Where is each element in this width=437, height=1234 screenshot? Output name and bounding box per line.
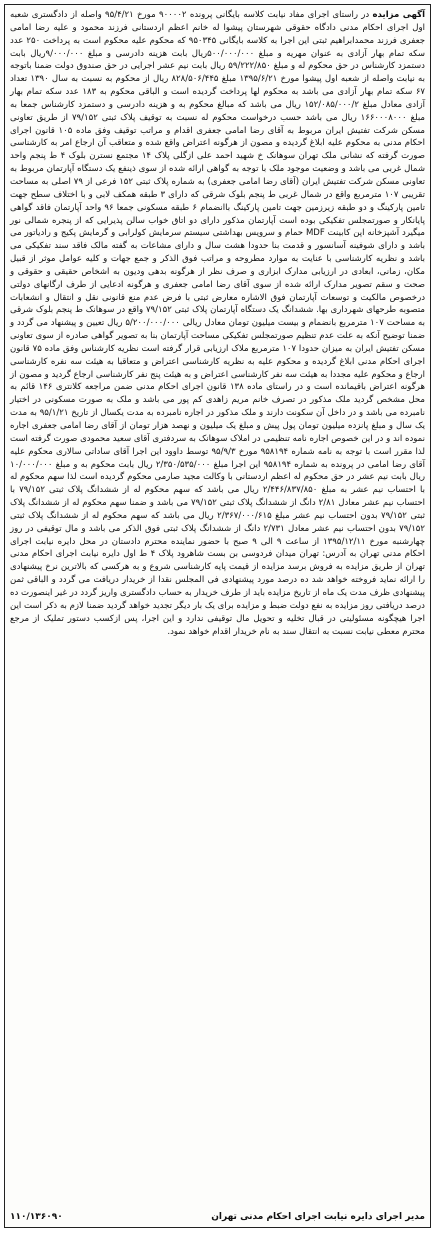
notice-footer [10,1210,425,1224]
notice-title: آگهی مزایده [372,10,425,20]
notice-body-paragraph [10,9,425,638]
notice-body: در راستای اجرای مفاد نیابت کلاسه بایگانی پرونده ۹۰۰۰۰۲ مورخ ۹۵/۴/۲۱ واصله از دادگستری شعبه اول اجرای احکام مدنی دادگاه حقوقی شهرستان پیشوا له خانم اعظم اردستانی فرزند محمود و علیه رضا امامی جعفری فرزند محمدابراهیم ثبتی این اجرا به کلاسه بایگانی ۹۵۰۳۴۵ که محکوم علیه محکوم است به پرداخت ۲۵۰ عدد سکه تمام بهار آزادی به عنوان مهریه و مبلغ ۵۰۰/۰۰۰/۰۰۰ریال بابت هزینه دادرسی و مبلغ ۹/۰۰۰/۰۰۰ریال بابت دستمزد کارشناس در حق محکوم له و مبلغ ۵۹/۲۲۲/۸۵۰ ریال بابت نیم عشر اجرایی در حق صندوق دولت ضمنا باتوجه به نیابت واصله از شعبه اول پیشوا مورخ ۱۳۹۵/۶/۲۱ مبلغ ۸۲۸/۵۰۶/۴۴۵ ریال از محکوم به نسبت به سال ۱۳۹۰ تعداد ۶۷ سکه تمام بهار آزادی می باشد به محکوم لها پرداخت گردیده است و الباقی محکوم به ۱۸۳ عدد سکه تمام بهار آزادی معادل مبلغ ۱۵۲/۰۸۵/۰۰۰/۲ ریال می باشد که مبالغ محکوم به و هزینه دادرسی و دستمزد کارشناس جمعا به مبلغ ۱۶۶۰۰۰۸۰۰۰ ریال می باشد حسب درخواست محکوم له نسبت به توقیف پلاک ثبتی ۷۹/۱۵۲ از طریق تعاونی مسکن شرکت تفتیش ایران مربوط به آقای رضا امامی جعفری اقدام و مراتب توقیف وفق ماده ۱۰۵ قانون اجرای احکام مدنی به محکوم علیه ابلاغ گردیده و مصون از هرگونه اعتراض واقع شده و متعاقب آن ارجاع امر به کارشناسی صورت گرفته که نشانی ملک تهران سوهانک خ شهید احمد علی ازگلی پلاک ۱۴ مجتمع نسترن بلوک ۴ ط پنجم واحد شمال غربی می باشد و وضعیت موجود ملک با توجه به گواهی ارائه شده از سوی ذینفع یک دستگاه آپارتمان مربوط به تعاونی مسکن شرکت تفتیش ایران (آقای رضا امامی جعفری) به شماره پلاک ثبتی ۱۵۲ فرعی از ۷۹ اصلی به مساحت تقریبی ۱۰۷ مترمربع واقع در شمال غربی ط پنجم بلوک شرقی که دارای ۳ طبقه همکف لابی و با اختلاف سطح جهت تامین پارکینگ و دو طبقه زیرزمین جهت تامین پارکینگ باانضمام ۶ طبقه مسکونی جمعا ۹۶ واحد آپارتمان فاقد گواهی پایانکار و صورتمجلس تفکیکی بوده است آپارتمان مذکور دارای دو اتاق خواب سالن پذیرایی که از پنجره شمالی نور میگیرد آشپزخانه اپن کابینت MDF حمام و سرویس بهداشتی سیستم سرمایش کولرابی و گرمایش پکیج و رادیاتور می باشد و دارای شوفینه آسانسور و قدمت بنا حدودا هشت سال و دارای مشاعات به گفته مالک فاقد سند تفکیکی می باشد و نظریه کارشناسی با عنایت به موارد مطروحه و مراتب فوق الذکر و جمع جهات و کلیه عوامل موثر از قبیل مکان، زمانی، ابعادی در ارزیابی مدارک ابزاری و صرف نظر از هرگونه بدهی ودیون به اشخاص حقیقی و حقوقی و صحت و سقم تصویر مدارک ارائه شده از سوی آقای رضا امامی جعفری و هرگونه ادعایی از طرف ارگانهای دولتی درخصوص مالکیت و توسعات آپارتمان فوق الاشاره معارض ثبتی با فرض عدم منع قانونی نقل و انتقال و انشعابات متصوبه طرحهای شهرداری بها. ششدانگ یک دستگاه آپارتمان پلاک ثبتی ۷۹/۱۵۲ واقع در سوهانک ط پنجم بلوک شرقی به مساحت ۱۰۷ مترمربع بانضمام و بیست میلیون تومان معادل ریالی ۵/۲۰۰/۰۰۰/۰۰۰ ریال تعیین و پیشنهاد می گردد و ضمنا توضیح آنکه به علت عدم تنظیم صورتمجلس تفکیکی مساحت آپارتمان بنا به تصویر گواهی صادره از سوی تعاونی مسکن تفتیش ایران به میزان حدودا ۱۰۷ مترمربع ملاک ارزیابی قرار گرفته است نظریه کارشناس وفق ماده ۷۵ قانون اجرای احکام مدنی ابلاغ گردیده و محکوم علیه به نظریه کارشناسی اعتراض و متعاقبا به هیئت سه نفره کارشناسی ارجاع و محکوم علیه مجددا به هیئت سه نفر کارشناسی اعتراض و به هیئت پنج نفر کارشناسی ارجاع گردید و مصون از هرگونه اعتراض باقیمانده است و در راستای ماده ۱۳۸ قانون اجرای احکام مدنی ضمن مراجعه کلانتری ۱۴۶ قائم به محل مشخص گردید ملک مذکور در تصرف خانم مریم زاهدی کم پور می باشد و ملک به صورت مسکونی در اختیار نامبرده می باشد و در داخل آن سکونت دارند و ملک مذکور در اجاره نامبرده به مدت یکسال از تاریخ ۹۵/۱/۲۱ به مدت یک سال و مبلغ پانزده میلیون تومان پول پیش و مبلغ یک میلیون و نهصد هزار تومان از آقای رضا امامی جعفری اجاره نموده اند و در این خصوص اجاره نامه تنظیمی در املاک سوهانک به سردفتری آقای سعید محمودی صورت گرفته است لذا مقرر است با توجه به نامه شماره ۹۵۸۱۹۴ مورخ ۹۵/۹/۳ توسط داوود این اجرا آقای ساداتی سالاری محکوم علیه آقای رضا امامی در پرونده به شماره ۹۵۸۱۹۴ این اجرا مبلغ ۲/۳۵۰/۵۳۵/۰۰۰ ریال بابت محکوم به و مبلغ ۱۰/۰۰۰/۰۰۰ ریال بابت نیم عشر در حق محکوم له اعظم اردستانی با وکالت مجید صارمی محکوم گردیده است لذا سهم محکوم له با احتساب نیم عشر به مبلغ ۲/۴۴۶/۸۳۷/۸۵۰ ریال می باشد که سهم محکوم له از ششدانگ پلاک ثبتی ۷۹/۱۵۲ با احتساب نیم عشر معادل ۲/۸۱ دانگ از ششدانگ پلاک ثبتی ۷۹/۱۵۲ می باشد و ضمنا سهم محکوم له از ششدانگ پلاک ثبتی ۷۹/۱۵۲ بدون احتساب نیم عشر مبلغ ۲/۳۶۷/۰۰۰/۶۱۵ ریال می باشد که سهم محکوم له از ششدانگ پلاک ثبتی ۷۹/۱۵۲ بدون احتساب نیم عشر معادل ۲/۷۳۱ دانگ از ششدانگ پلاک ثبتی فوق الذکر می باشد و مال توقیفی در روز چهارشنبه مورخ ۱۳۹۵/۱۲/۱۱ از ساعت ۹ الی ۹ صبح با حضور نماینده محترم دادستان در محل دایره نیابت اجرای احکام مدنی تهران به آدرس: تهران میدان فردوسی بن بست شاهرود پلاک ۴ ط اول دایره نیابت اجرای احکام مدنی تهران از طریق مزایده به فروش برسد مزایده از قیمت پایه کارشناسی شروع و به هرکسی که بالاترین نرخ پیشنهادی را ارائه نماید فروخته خواهد شد ده درصد مورد پیشنهادی فی المجلس نقدا از خریدار دریافت می گردد و الباقی ثمن پیشنهادی ظرف مدت یک ماه از تاریخ مزایده باید از طرف خریدار به حساب دادگستری واریز گردد در غیر اینصورت ده درصد دریافتی روز مزایده به نفع دولت ضبط و مزایده برای یک بار دیگر تجدید خواهد گردید ضمنا لازم به ذکر است این اجرا هیچگونه مسئولیتی در قبال تخلیه و تحویل مال توقیفی ندارد و این اجرا، پس ازکسب دستور تملیک از مرجع محترم معطی نیابت نسبت به انتقال سند به نام خریدار اقدام خواهد نمود. [10,10,426,637]
notice-code: ۱۱۰/۱۳۶۰۹۰ [10,1212,63,1222]
signature-line: مدیر اجرای دایره نیابت اجرای احکام مدنی تهران [211,1212,425,1222]
auction-notice [4,4,431,1228]
